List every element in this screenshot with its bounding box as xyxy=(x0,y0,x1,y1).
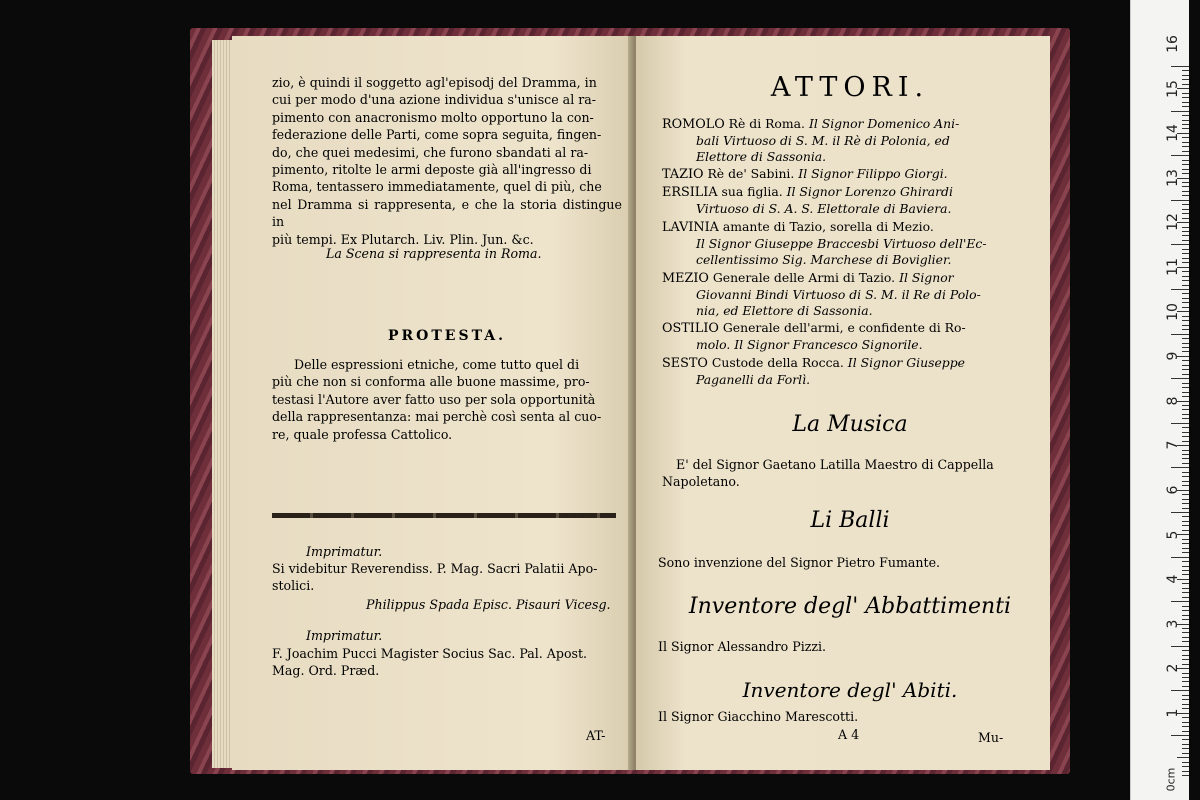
ruler-tick xyxy=(1182,632,1189,633)
ruler-tick xyxy=(1182,739,1189,740)
ruler-tick xyxy=(1182,673,1189,674)
ruler-tick xyxy=(1182,142,1189,143)
ruler-tick xyxy=(1182,146,1189,147)
ruler-tick xyxy=(1182,543,1189,544)
ruler-tick xyxy=(1182,338,1189,339)
divider-rule xyxy=(272,513,616,518)
ruler-tick xyxy=(1182,695,1189,696)
ruler-tick xyxy=(1182,708,1189,709)
ruler-tick xyxy=(1182,726,1189,727)
protesta-text: Delle espressioni etniche, come tutto quel di più che non si conforma alle buone massime, pro- testasi l'Autore aver fatto uso per sola opportunità della rappresentanza: mai perchè così senta al cuo- re, quale professa Cattolico. xyxy=(272,357,602,442)
ruler-tick xyxy=(1182,75,1189,76)
ruler-tick xyxy=(1182,427,1189,428)
ruler-tick xyxy=(1182,414,1189,415)
ruler-tick xyxy=(1182,521,1189,522)
ruler-tick xyxy=(1182,204,1189,205)
cast-entry xyxy=(662,219,1022,268)
ruler-tick xyxy=(1171,735,1189,736)
ruler-tick xyxy=(1182,704,1189,705)
ruler-tick xyxy=(1182,316,1189,317)
ruler-tick xyxy=(1182,508,1189,509)
cast-desc: amante di Tazio, sorella di Mezio. xyxy=(722,219,934,234)
ruler-tick xyxy=(1182,566,1189,567)
ruler-tick xyxy=(1182,280,1189,281)
ruler-tick xyxy=(1182,441,1189,442)
abiti-heading: Inventore degl' Abiti. xyxy=(742,678,958,702)
ruler-tick xyxy=(1171,334,1189,335)
ruler-tick xyxy=(1182,436,1189,437)
ruler-tick xyxy=(1182,160,1189,161)
ruler-tick xyxy=(1171,512,1189,513)
ruler-number: 9 xyxy=(1165,351,1181,361)
ruler-tick xyxy=(1182,472,1189,473)
left-catchword: AT- xyxy=(586,728,606,743)
ruler-tick xyxy=(1171,66,1189,67)
ruler-tick xyxy=(1182,409,1189,410)
ruler-tick xyxy=(1182,218,1189,219)
cast-desc: Custode della Rocca. xyxy=(711,355,844,370)
cast-role: LAVINIA xyxy=(662,220,719,235)
ruler-tick xyxy=(1182,235,1189,236)
cast-entry xyxy=(662,355,1022,388)
ruler-tick xyxy=(1182,262,1189,263)
ruler-number: 14 xyxy=(1165,124,1181,143)
ruler-tick xyxy=(1182,79,1189,80)
imprimatur-text-2: F. Joachim Pucci Magister Socius Sac. Pal. Apost. Mag. Ord. Præd. xyxy=(272,646,588,679)
cast-cont: Il Signor Giuseppe Braccesbi Virtuoso dell'Ec- cellentissimo Sig. Marchese di Boviglier. xyxy=(696,236,987,267)
ruler-tick xyxy=(1182,650,1189,651)
ruler-tick xyxy=(1182,619,1189,620)
ruler-tick xyxy=(1182,405,1189,406)
ruler-tick xyxy=(1182,320,1189,321)
ruler-tick xyxy=(1182,766,1189,767)
imprimatur-label-2: Imprimatur. xyxy=(306,628,383,643)
ruler-number: 3 xyxy=(1165,619,1181,629)
ruler-unit: 0cm xyxy=(1164,767,1178,792)
ruler-tick xyxy=(1171,601,1189,602)
cast-desc: Rè di Roma. xyxy=(728,116,805,131)
ruler-tick xyxy=(1182,307,1189,308)
ruler-tick xyxy=(1182,503,1189,504)
abbattimenti-text: Il Signor Alessandro Pizzi. xyxy=(658,639,827,654)
ruler-tick xyxy=(1182,182,1189,183)
ruler-number: 2 xyxy=(1165,663,1181,673)
cast-desc: sua figlia. xyxy=(721,184,783,199)
ruler-tick xyxy=(1182,195,1189,196)
ruler-tick xyxy=(1182,115,1189,116)
ruler-tick xyxy=(1182,588,1189,589)
ruler-number: 16 xyxy=(1165,35,1181,53)
ruler-tick xyxy=(1182,369,1189,370)
ruler-tick xyxy=(1182,606,1189,607)
ruler-tick xyxy=(1182,293,1189,294)
ruler-tick xyxy=(1182,276,1189,277)
ruler-tick xyxy=(1182,762,1189,763)
scene-note: La Scena si rappresenta in Roma. xyxy=(326,246,542,261)
ruler-tick xyxy=(1171,155,1189,156)
ruler-tick xyxy=(1182,93,1189,94)
ruler-tick xyxy=(1182,659,1189,660)
cast-desc: Generale dell'armi, e confidente di Ro- xyxy=(722,320,966,335)
ruler-tick xyxy=(1182,249,1189,250)
ruler-tick xyxy=(1182,731,1189,732)
ruler-tick xyxy=(1182,387,1189,388)
ruler-tick xyxy=(1182,151,1189,152)
ruler-tick xyxy=(1182,396,1189,397)
ruler-tick xyxy=(1182,258,1189,259)
ruler-tick xyxy=(1182,186,1189,187)
protesta-heading: PROTESTA. xyxy=(388,328,506,344)
ruler-tick xyxy=(1182,169,1189,170)
ruler-tick xyxy=(1182,392,1189,393)
cast-entry xyxy=(662,270,1022,319)
ruler-tick xyxy=(1182,597,1189,598)
ruler-tick xyxy=(1182,655,1189,656)
ruler-number: 10 xyxy=(1165,302,1181,321)
cast-entry xyxy=(662,116,1022,165)
cast-entry xyxy=(662,184,1022,217)
ruler-tick xyxy=(1182,722,1189,723)
cast-cont: bali Virtuoso di S. M. il Rè di Polonia, ed Elettore di Sassonia. xyxy=(696,133,950,164)
ruler-tick xyxy=(1182,664,1189,665)
ruler-tick xyxy=(1182,124,1189,125)
imprimatur-label-1: Imprimatur. xyxy=(306,544,383,559)
attori-heading: ATTORI. xyxy=(770,72,930,103)
ruler-tick xyxy=(1182,641,1189,642)
ruler-tick xyxy=(1182,744,1189,745)
ruler-number: 11 xyxy=(1165,258,1181,276)
abiti-text: Il Signor Giacchino Marescotti. xyxy=(658,709,859,724)
ruler-tick xyxy=(1182,418,1189,419)
ruler-tick xyxy=(1171,646,1189,647)
ruler-tick xyxy=(1182,128,1189,129)
cast-desc: Generale delle Armi di Tazio. xyxy=(712,270,896,285)
ruler-tick xyxy=(1182,271,1189,272)
left-paragraph: zio, è quindi il soggetto agl'episodj del Dramma, in cui per modo d'una azione individua s'unisce al ra- pimento con anacronismo molto opportuno la con- federazione delle Parti, come sopra seguita, fingen- do, che quei medesimi, che furono sbandati al ra- pimento, ritolte le armi deposte già all'ingresso di Roma, tentassero immediatamente, quel di più, che nel Dramma si rappresenta, e che la storia distingue in più tempi. Ex Plutarch. Liv. Plin. Jun. &c. xyxy=(272,75,622,247)
ruler-number: 6 xyxy=(1165,485,1181,495)
ruler-tick xyxy=(1182,137,1189,138)
ruler-tick xyxy=(1182,525,1189,526)
ruler-tick xyxy=(1182,450,1189,451)
ruler-tick xyxy=(1182,628,1189,629)
cast-actor: Il Signor xyxy=(899,270,954,285)
ruler-tick xyxy=(1182,516,1189,517)
ruler-number: 12 xyxy=(1165,213,1181,232)
ruler-tick xyxy=(1182,325,1189,326)
ruler-tick xyxy=(1182,360,1189,361)
cast-cont: Paganelli da Forlì. xyxy=(696,372,811,387)
cast-cont: Virtuoso di S. A. S. Elettorale di Baviera. xyxy=(696,201,952,216)
ruler-tick xyxy=(1182,347,1189,348)
cast-role: OSTILIO xyxy=(662,321,719,336)
ruler-tick xyxy=(1182,499,1189,500)
cast-role: ERSILIA xyxy=(662,185,718,200)
ruler-tick xyxy=(1182,383,1189,384)
cast-actor: Il Signor Giuseppe xyxy=(847,355,966,370)
ruler-tick xyxy=(1171,378,1189,379)
ruler-tick xyxy=(1182,70,1189,71)
musica-heading: La Musica xyxy=(792,412,908,437)
ruler-tick xyxy=(1171,423,1189,424)
ruler-tick xyxy=(1182,615,1189,616)
cast-entry xyxy=(662,166,1022,183)
imprimatur-text-1: Si videbitur Reverendiss. P. Mag. Sacri Palatii Apo- stolici. xyxy=(272,561,598,594)
ruler-tick xyxy=(1182,476,1189,477)
ruler-number: 15 xyxy=(1165,79,1181,98)
ruler-number: 5 xyxy=(1165,530,1181,540)
ruler-tick xyxy=(1182,681,1189,682)
imprimatur-sign-1: Philippus Spada Episc. Pisauri Vicesg. xyxy=(366,597,611,612)
ruler-tick xyxy=(1182,432,1189,433)
ruler-tick xyxy=(1182,164,1189,165)
cast-role: TAZIO xyxy=(662,167,704,182)
ruler-tick xyxy=(1182,458,1189,459)
ruler-tick xyxy=(1182,610,1189,611)
balli-text: Sono invenzione del Signor Pietro Fumante. xyxy=(658,555,941,570)
ruler-tick xyxy=(1177,757,1189,758)
ruler-tick xyxy=(1182,343,1189,344)
ruler-tick xyxy=(1182,191,1189,192)
signature-mark: A 4 xyxy=(838,727,860,742)
ruler-tick xyxy=(1171,467,1189,468)
ruler-tick xyxy=(1171,244,1189,245)
musica-text: E' del Signor Gaetano Latilla Maestro di Cappella Napoletano. xyxy=(662,457,994,490)
cast-role: MEZIO xyxy=(662,271,709,286)
cast-desc: Rè de' Sabini. xyxy=(707,166,795,181)
balli-heading: Li Balli xyxy=(810,508,890,533)
ruler-tick xyxy=(1182,552,1189,553)
cast-actor: Il Signor Filippo Giorgi. xyxy=(798,166,948,181)
ruler-tick xyxy=(1171,690,1189,691)
ruler-tick xyxy=(1182,240,1189,241)
ruler-tick xyxy=(1182,637,1189,638)
ruler-number: 4 xyxy=(1165,574,1181,584)
ruler-tick xyxy=(1182,748,1189,749)
ruler-tick xyxy=(1182,298,1189,299)
ruler-tick xyxy=(1182,561,1189,562)
ruler-tick xyxy=(1171,557,1189,558)
ruler-tick xyxy=(1182,213,1189,214)
cast-actor: Il Signor Lorenzo Ghirardi xyxy=(786,184,953,199)
ruler-tick xyxy=(1182,173,1189,174)
ruler-tick xyxy=(1182,106,1189,107)
ruler-tick xyxy=(1171,289,1189,290)
ruler-tick xyxy=(1182,365,1189,366)
cast-role: ROMOLO xyxy=(662,117,725,132)
ruler-tick xyxy=(1182,463,1189,464)
ruler-tick xyxy=(1182,351,1189,352)
ruler-tick xyxy=(1182,677,1189,678)
ruler-tick xyxy=(1182,120,1189,121)
ruler-tick xyxy=(1182,686,1189,687)
ruler-tick xyxy=(1182,329,1189,330)
ruler-tick xyxy=(1171,111,1189,112)
cast-entry xyxy=(662,320,1022,353)
ruler-tick xyxy=(1182,583,1189,584)
ruler-tick xyxy=(1182,481,1189,482)
ruler-number: 1 xyxy=(1165,708,1181,718)
measurement-ruler xyxy=(1130,0,1189,800)
ruler-tick xyxy=(1182,231,1189,232)
ruler-tick xyxy=(1182,717,1189,718)
ruler-number: 13 xyxy=(1165,168,1181,187)
ruler-tick xyxy=(1182,753,1189,754)
cast-actor: Il Signor Domenico Ani- xyxy=(808,116,960,131)
ruler-tick xyxy=(1182,209,1189,210)
ruler-tick xyxy=(1182,84,1189,85)
ruler-tick xyxy=(1182,454,1189,455)
ruler-tick xyxy=(1171,200,1189,201)
abbattimenti-heading: Inventore degl' Abbattimenti xyxy=(688,594,1012,619)
ruler-tick xyxy=(1182,302,1189,303)
ruler-tick xyxy=(1182,285,1189,286)
cast-role: SESTO xyxy=(662,356,708,371)
ruler-number: 8 xyxy=(1165,396,1181,406)
ruler-tick xyxy=(1182,485,1189,486)
ruler-tick xyxy=(1182,374,1189,375)
ruler-tick xyxy=(1182,530,1189,531)
ruler-tick xyxy=(1182,494,1189,495)
ruler-tick xyxy=(1182,775,1189,776)
ruler-tick xyxy=(1182,570,1189,571)
ruler-tick xyxy=(1182,102,1189,103)
ruler-tick xyxy=(1182,574,1189,575)
ruler-tick xyxy=(1182,253,1189,254)
cast-cont: molo. Il Signor Francesco Signorile. xyxy=(696,337,923,352)
ruler-tick xyxy=(1182,699,1189,700)
cast-cont: Giovanni Bindi Virtuoso di S. M. il Re di Polo- nia, ed Elettore di Sassonia. xyxy=(696,287,981,318)
right-catchword: Mu- xyxy=(978,730,1004,745)
ruler-tick xyxy=(1182,548,1189,549)
ruler-number: 7 xyxy=(1165,440,1181,450)
ruler-tick xyxy=(1182,771,1189,772)
ruler-tick xyxy=(1182,227,1189,228)
ruler-tick xyxy=(1182,97,1189,98)
ruler-tick xyxy=(1182,539,1189,540)
ruler-tick xyxy=(1182,592,1189,593)
